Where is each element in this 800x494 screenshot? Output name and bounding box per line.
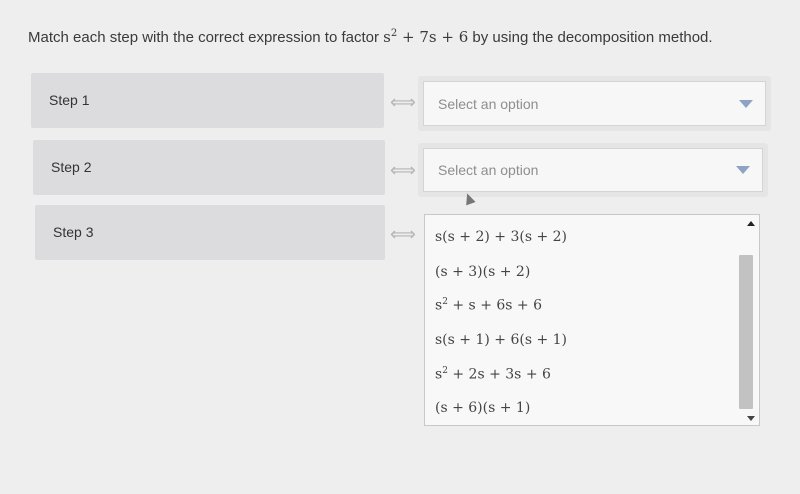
step-1-label-box <box>31 73 384 128</box>
step-3-label-box <box>35 205 385 260</box>
prompt-expression: $s^2 + 7s + 6$ <box>383 28 469 46</box>
step-label: Step 2 <box>51 159 92 175</box>
scroll-up-icon[interactable] <box>747 221 755 226</box>
chevron-down-icon[interactable] <box>739 100 753 108</box>
dropdown-option[interactable]: s(s + 1) + 6(s + 1) <box>435 332 568 348</box>
dropdown-option[interactable]: $s^2 + 2s + 3s + 6$ <box>435 366 551 383</box>
scrollbar-thumb[interactable] <box>739 255 753 409</box>
step-2-select-field[interactable] <box>423 148 763 192</box>
step-3-dropdown-list[interactable] <box>424 214 760 426</box>
bidirectional-arrow-icon: ⟺ <box>390 160 416 181</box>
prompt-text-end: by using the decomposition method. <box>468 29 713 46</box>
dropdown-option[interactable]: (s + 3)(s + 2) <box>435 264 531 280</box>
select-placeholder: Select an option <box>438 95 539 112</box>
dropdown-option[interactable]: s(s + 2) + 3(s + 2) <box>435 229 568 245</box>
step-2-label-box <box>33 140 385 195</box>
dropdown-option[interactable]: (s + 6)(s + 1) <box>435 400 531 416</box>
select-placeholder: Select an option <box>438 162 539 178</box>
dropdown-option[interactable]: $s^2 + s + 6s + 6$ <box>435 297 542 314</box>
scroll-down-icon[interactable] <box>747 416 755 421</box>
step-1-select-field[interactable] <box>423 81 766 126</box>
chevron-down-icon[interactable] <box>736 166 750 174</box>
bidirectional-arrow-icon: ⟺ <box>390 92 416 113</box>
step-1-select[interactable] <box>418 76 771 131</box>
step-label: Step 1 <box>49 92 90 108</box>
step-2-select[interactable] <box>418 143 768 197</box>
step-label: Step 3 <box>53 224 94 240</box>
question-prompt <box>28 28 713 46</box>
prompt-text-start: Match each step with the correct expression to factor <box>28 29 384 46</box>
bidirectional-arrow-icon: ⟺ <box>390 224 416 245</box>
